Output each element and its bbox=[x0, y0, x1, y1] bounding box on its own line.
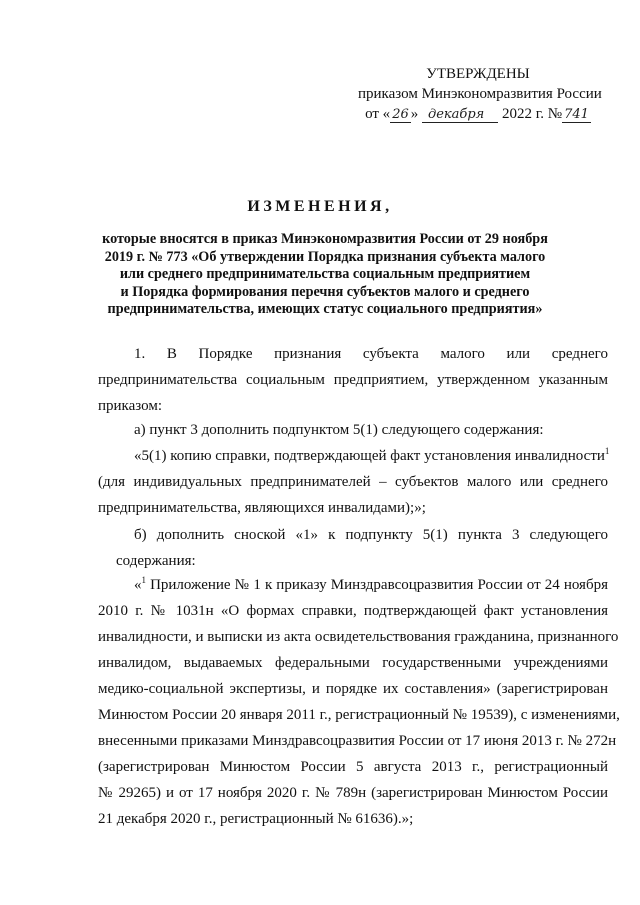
footnote-marker: 1 bbox=[141, 575, 146, 585]
p1-line-3: приказом: bbox=[98, 398, 162, 414]
approval-block bbox=[358, 64, 602, 125]
p5-line-8: (зарегистрирован Минюстом России 5 августа 2013 г., регистрационный bbox=[98, 759, 608, 775]
subtitle-line: и Порядка формирования перечня субъектов малого и среднего bbox=[120, 283, 530, 300]
document-subtitle bbox=[100, 231, 550, 319]
approval-by: приказом Минэкономразвития России bbox=[358, 86, 602, 102]
handwritten-month: декабря bbox=[422, 107, 498, 123]
p5-line-1 bbox=[134, 572, 608, 598]
p5-line-6: Минюстом России 20 января 2011 г., регистрационный № 19539), с изменениями, bbox=[98, 707, 620, 723]
p1-word: Порядке bbox=[198, 346, 253, 362]
p1-word: 1. bbox=[134, 346, 146, 362]
p4-line-1: б) дополнить сноской «1» к подпункту 5(1) пункта 3 следующего bbox=[134, 527, 608, 543]
date-prefix: от « bbox=[365, 106, 391, 122]
p2-line: а) пункт 3 дополнить подпунктом 5(1) следующего содержания: bbox=[134, 422, 544, 438]
date-year: 2022 г. № bbox=[502, 106, 563, 122]
p5-line-5: медико-социальной экспертизы, и порядке их составления» (зарегистрирован bbox=[98, 681, 608, 697]
approval-date-line bbox=[358, 104, 598, 125]
footnote-marker: 1 bbox=[604, 446, 610, 456]
p5-line-4: инвалидом, выдаваемых федеральными государственными учреждениями bbox=[98, 655, 608, 671]
p5-open-quote: « bbox=[134, 577, 142, 593]
p5-line-9: № 29265) и от 17 ноября 2020 г. № 789н (зарегистрирован Минюстом России bbox=[98, 785, 608, 801]
document-title: ИЗМЕНЕНИЯ, bbox=[247, 198, 393, 215]
p1-word: субъекта bbox=[362, 346, 419, 362]
p3-line-3: предпринимательства, являющихся инвалидами);»; bbox=[98, 500, 426, 516]
handwritten-day: 26 bbox=[392, 107, 409, 122]
approval-status: УТВЕРЖДЕНЫ bbox=[426, 66, 530, 82]
p3-line-1 bbox=[134, 443, 609, 469]
p5-line-7: внесенными приказами Минздравсоцразвития России от 17 июня 2013 г. № 272н bbox=[98, 733, 617, 749]
p4-line-2: содержания: bbox=[116, 553, 196, 569]
p3-text: «5(1) копию справки, подтверждающей факт установления инвалидности bbox=[134, 448, 605, 464]
p5-text: Приложение № 1 к приказу Минздравсоцразвития России от 24 ноября bbox=[146, 577, 608, 593]
p1-word: среднего bbox=[551, 346, 608, 362]
p1-word: признания bbox=[274, 346, 342, 362]
subtitle-line: предпринимательства, имеющих статус социального предприятия» bbox=[107, 301, 543, 317]
p3-line-2: (для индивидуальных предпринимателей – субъектов малого или среднего bbox=[98, 474, 608, 490]
handwritten-number: 741 bbox=[564, 107, 589, 122]
p5-line-2: 2010 г. № 1031н «О формах справки, подтверждающей факт установления bbox=[98, 603, 608, 619]
date-mid: » bbox=[410, 106, 419, 122]
p5-line-3: инвалидности, и выписки из акта освидетельствования гражданина, признанного bbox=[98, 629, 619, 645]
p1-line-1 bbox=[134, 341, 608, 367]
p1-word: В bbox=[166, 346, 177, 362]
subtitle-line: которые вносятся в приказ Минэкономразвития России от 29 ноября bbox=[102, 231, 548, 247]
subtitle-line: или среднего предпринимательства социальным предприятием bbox=[119, 266, 531, 282]
p1-word: малого bbox=[440, 346, 485, 362]
p5-line-10: 21 декабря 2020 г., регистрационный № 61636).»; bbox=[98, 811, 414, 827]
p1-line-2: предпринимательства социальным предприятием, утвержденном указанным bbox=[98, 372, 608, 388]
p1-word: или bbox=[506, 346, 531, 362]
subtitle-line: 2019 г. № 773 «Об утверждении Порядка признания субъекта малого bbox=[104, 248, 546, 265]
